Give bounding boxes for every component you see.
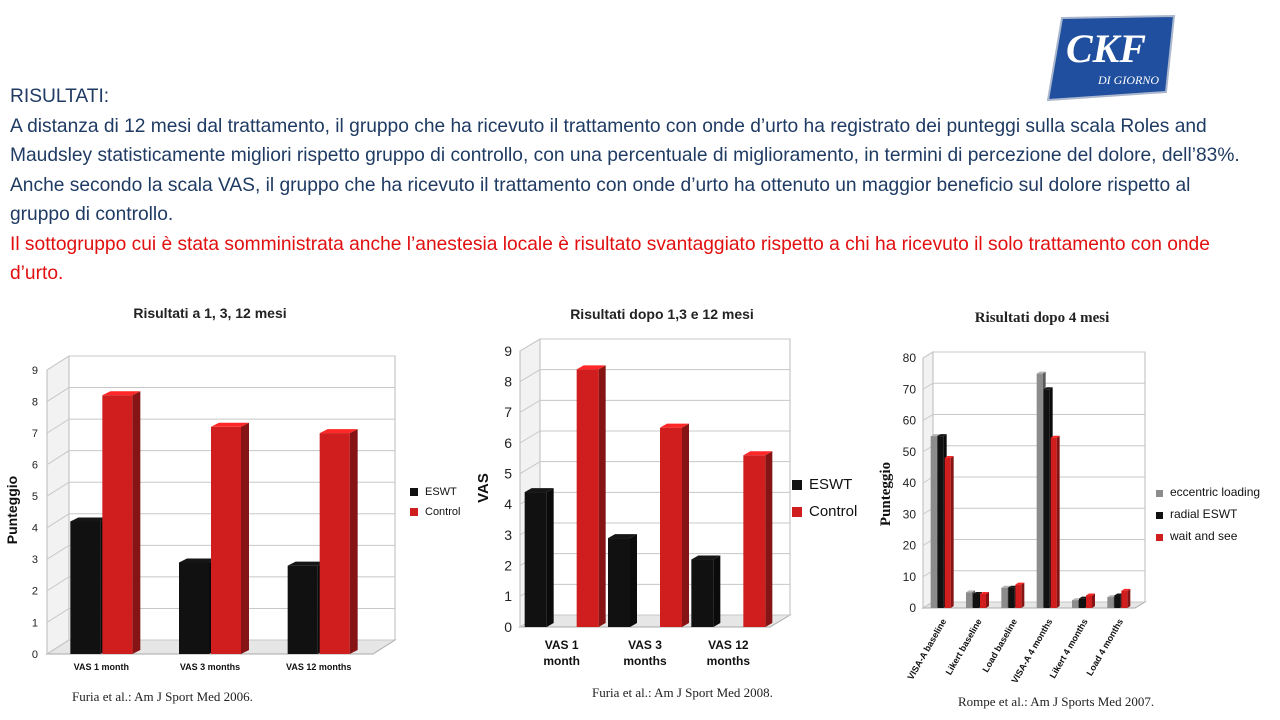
legend-label: ESWT	[425, 486, 457, 498]
y-tick-label: 6	[31, 459, 38, 472]
legend-swatch	[792, 507, 802, 517]
y-tick-label: 5	[504, 465, 512, 482]
bar-side	[765, 451, 772, 627]
y-tick-label: 50	[902, 444, 916, 459]
bar-control	[102, 391, 140, 654]
y-axis-label: Punteggio	[4, 475, 20, 545]
y-tick-label: 4	[31, 522, 38, 535]
bar-front	[1121, 591, 1127, 608]
chart-source: Rompe et al.: Am J Sports Med 2007.	[958, 694, 1155, 709]
bar-front	[973, 594, 979, 608]
bar-wait-and-see	[980, 592, 989, 608]
x-tick-label: Load 4 months	[1084, 617, 1126, 678]
bar-control	[211, 423, 249, 654]
chart-furia-2008-svg	[472, 296, 867, 706]
bar-eswt	[525, 488, 554, 627]
bar-front	[525, 492, 547, 627]
bar-front	[320, 433, 350, 654]
y-tick-label: 9	[31, 364, 38, 377]
y-tick-label: 4	[504, 496, 512, 513]
y-tick-label: 3	[504, 526, 512, 543]
x-tick-label: VAS 3 months	[179, 662, 241, 672]
bar-front	[1015, 585, 1021, 608]
x-tick-label: Load baseline	[980, 617, 1020, 674]
bar-front	[660, 428, 682, 627]
legend-swatch	[1156, 490, 1163, 497]
chart-title: Risultati dopo 1,3 e 12 mesi	[570, 306, 754, 322]
x-tick-label: VAS 12	[708, 638, 749, 652]
bar-front	[1107, 597, 1113, 608]
legend-label: radial ESWT	[1170, 507, 1238, 521]
chart-source: Furia et al.: Am J Sport Med 2008.	[592, 685, 773, 700]
bar-side	[1021, 583, 1024, 608]
bar-wait-and-see	[1051, 436, 1060, 608]
bar-front	[1001, 588, 1007, 608]
bar-control	[320, 429, 358, 654]
bar-front	[1044, 389, 1050, 608]
legend-swatch	[410, 488, 418, 496]
y-axis-label: Punteggio	[878, 461, 894, 527]
chart-furia-2008	[472, 296, 867, 706]
bar-front	[1072, 600, 1078, 608]
legend-swatch	[792, 480, 802, 490]
bar-front	[179, 562, 209, 654]
bar-side	[1057, 436, 1060, 608]
bar-side	[1127, 589, 1130, 608]
y-tick-label: 0	[31, 648, 38, 661]
y-tick-label: 8	[31, 396, 38, 409]
legend-label: ESWT	[809, 476, 853, 493]
y-tick-label: 1	[504, 588, 512, 605]
chart-rompe-2007	[875, 296, 1270, 718]
bar-front	[1008, 588, 1014, 608]
bar-control	[743, 451, 772, 627]
legend-label: Control	[809, 503, 858, 520]
bar-side	[713, 556, 720, 627]
legend-swatch	[1156, 534, 1163, 541]
y-tick-label: 3	[31, 554, 38, 567]
bar-front	[1114, 596, 1120, 609]
logo-text: CKF	[1066, 26, 1147, 71]
bar-front	[966, 592, 972, 608]
x-tick-label: months	[706, 654, 751, 668]
results-note: Il sottogruppo cui è stata somministrata anche l’anestesia locale è risultato svantaggiato rispetto a chi ha ricevuto il solo trattamento con onde d’urto.	[10, 233, 1210, 284]
legend-label: eccentric loading	[1170, 485, 1261, 499]
x-tick-label: VAS 1	[544, 638, 579, 652]
bar-side	[682, 424, 689, 627]
y-tick-label: 2	[504, 557, 512, 574]
bar-front	[211, 427, 241, 654]
logo-subtext: DI GIORNO	[1098, 73, 1159, 87]
bar-front	[288, 566, 318, 654]
bar-eswt	[608, 534, 637, 627]
bar-side	[951, 456, 954, 608]
bar-side	[1092, 594, 1095, 609]
bar-front	[931, 436, 937, 608]
bar-wait-and-see	[1086, 594, 1095, 609]
y-tick-label: 2	[31, 585, 38, 598]
bar-front	[1037, 374, 1043, 608]
bar-front	[980, 594, 986, 608]
bar-front	[1051, 438, 1057, 608]
bar-front	[70, 521, 100, 654]
y-tick-label: 10	[902, 569, 916, 584]
results-paragraph: A distanza di 12 mesi dal trattamento, il gruppo che ha ricevuto il trattamento con onde d’urto ha registrato dei punteggi sulla scala Roles and Maudsley statisticamente migliori rispetto gruppo di controllo, con una percentuale di miglioramento, in termini di percezione del dolore, dell’83%. Anche secondo la scala VAS, il gruppo che ha ricevuto il trattamento con onde d’urto ha ottenuto un maggior beneficio sul dolore rispetto al gruppo di controllo.	[10, 115, 1240, 225]
x-tick-label: VAS 1 month	[73, 662, 130, 672]
bar-control	[660, 424, 689, 627]
bar-side	[350, 429, 358, 654]
y-tick-label: 20	[902, 538, 916, 553]
x-tick-label: VAS 3	[628, 638, 662, 652]
x-tick-label: VISA-A baseline	[905, 617, 949, 682]
y-tick-label: 5	[31, 491, 38, 504]
legend-label: Control	[425, 506, 461, 518]
bar-side	[630, 534, 637, 627]
bar-eswt	[691, 556, 720, 627]
bar-side	[132, 391, 140, 654]
y-tick-label: 70	[902, 382, 916, 397]
bar-front	[102, 395, 132, 654]
bar-front	[1079, 599, 1085, 608]
bar-side	[986, 592, 989, 608]
y-tick-label: 40	[902, 476, 916, 491]
bar-side	[599, 365, 606, 627]
bar-side	[547, 488, 554, 627]
legend-swatch	[1156, 512, 1163, 519]
x-tick-label: months	[623, 654, 667, 668]
y-tick-label: 60	[902, 413, 916, 428]
chart-rompe-2007-svg	[875, 296, 1270, 718]
results-text	[10, 82, 1250, 289]
y-tick-label: 8	[504, 373, 512, 390]
y-tick-label: 7	[504, 404, 512, 421]
legend-label: wait and see	[1170, 529, 1238, 543]
bar-wait-and-see	[1015, 583, 1024, 608]
bar-front	[577, 369, 599, 627]
bar-front	[1086, 596, 1092, 609]
x-tick-label: month	[543, 654, 580, 668]
bar-wait-and-see	[1121, 589, 1130, 608]
y-tick-label: 0	[909, 601, 916, 616]
y-tick-label: 0	[504, 618, 512, 635]
legend-swatch	[410, 508, 418, 516]
x-tick-label: VISA-A 4 months	[1009, 617, 1055, 685]
y-tick-label: 80	[902, 351, 916, 366]
bar-wait-and-see	[945, 456, 954, 608]
chart-source: Furia et al.: Am J Sport Med 2006.	[72, 689, 253, 704]
bar-front	[691, 560, 713, 627]
chart-title: Risultati dopo 4 mesi	[974, 310, 1110, 326]
chart-side-wall	[47, 356, 69, 654]
results-heading: RISULTATI:	[10, 86, 110, 107]
y-tick-label: 1	[31, 617, 38, 630]
y-tick-label: 9	[504, 342, 512, 359]
chart-furia-2006-svg	[4, 296, 461, 706]
chart-furia-2006	[4, 296, 461, 706]
x-tick-label: Likert baseline	[943, 617, 984, 677]
y-tick-label: 30	[902, 507, 916, 522]
y-tick-label: 6	[504, 434, 512, 451]
y-axis-label: VAS	[475, 473, 492, 503]
bar-front	[945, 458, 951, 608]
y-tick-label: 7	[31, 427, 38, 440]
chart-title: Risultati a 1, 3, 12 mesi	[133, 305, 287, 321]
x-tick-label: VAS 12 months	[285, 662, 352, 672]
x-tick-label: Likert 4 months	[1047, 617, 1090, 681]
bar-control	[577, 365, 606, 627]
bar-side	[241, 423, 249, 654]
bar-front	[938, 436, 944, 608]
bar-front	[608, 538, 630, 627]
bar-front	[743, 455, 765, 627]
